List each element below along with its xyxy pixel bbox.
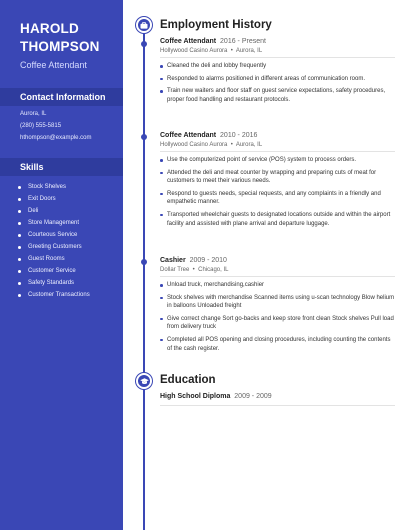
bullet-item: Attended the deli and meat counter by wrapping and preparing cuts of meat for customers to meet their various needs. bbox=[160, 169, 396, 186]
skill-item bbox=[18, 181, 90, 193]
bullet-dot bbox=[18, 210, 21, 213]
education-entry bbox=[160, 393, 272, 400]
bullet-dot bbox=[18, 282, 21, 285]
timeline-dot bbox=[141, 41, 147, 47]
job-dates: 2016 - Present bbox=[220, 38, 266, 45]
bullet-item: Cleaned the deli and lobby frequently bbox=[160, 62, 396, 71]
education-heading: Education bbox=[160, 374, 216, 386]
job-employer-line: Hollywood Casino Aurora • Aurora, IL bbox=[160, 142, 263, 148]
contact-phone: (280) 555-5815 bbox=[20, 123, 62, 129]
bullet-dot bbox=[18, 234, 21, 237]
job-employer: Hollywood Casino Aurora bbox=[160, 48, 228, 54]
skills-heading: Skills bbox=[0, 158, 123, 176]
contact-heading: Contact Information bbox=[0, 88, 123, 106]
bullet-dot bbox=[18, 222, 21, 225]
candidate-name bbox=[20, 20, 100, 56]
skill-label: Guest Rooms bbox=[28, 256, 65, 262]
job-heading bbox=[160, 132, 257, 139]
job-employer-line: Hollywood Casino Aurora • Aurora, IL bbox=[160, 48, 263, 54]
job-location: Aurora, IL bbox=[235, 142, 263, 148]
skill-label: Store Management bbox=[28, 220, 80, 226]
bullet-dot bbox=[18, 186, 21, 189]
job-employer: Dollar Tree bbox=[160, 267, 190, 273]
skill-item bbox=[18, 253, 90, 265]
timeline-rail bbox=[143, 25, 145, 530]
bullet-dot bbox=[18, 246, 21, 249]
skill-item bbox=[18, 229, 90, 241]
skill-item bbox=[18, 205, 90, 217]
job-employer: Hollywood Casino Aurora bbox=[160, 142, 228, 148]
skill-label: Stock Shelves bbox=[28, 184, 67, 190]
bullet-item: Unload truck, merchandising,cashier bbox=[160, 281, 396, 290]
divider bbox=[160, 276, 395, 277]
skills-list bbox=[18, 181, 90, 301]
skill-item bbox=[18, 193, 90, 205]
bullet-item: Responded to alarms positioned in different areas of communication room. bbox=[160, 75, 396, 84]
job-role: Coffee Attendant bbox=[160, 132, 217, 139]
skill-label: Safety Standards bbox=[28, 280, 75, 286]
sidebar bbox=[0, 0, 123, 530]
skill-item bbox=[18, 241, 90, 253]
bullet-item: Use the computerized point of service (POS) system to process orders. bbox=[160, 156, 396, 165]
contact-location: Aurora, IL bbox=[20, 111, 47, 117]
bullet-item: Train new waiters and floor staff on guest service expectations, safety procedures, proper food handling and restaurant protocols. bbox=[160, 87, 396, 104]
skill-label: Exit Doors bbox=[28, 196, 56, 202]
divider bbox=[160, 151, 395, 152]
bullet-dot bbox=[18, 294, 21, 297]
timeline-dot bbox=[141, 134, 147, 140]
job-dates: 2009 - 2010 bbox=[189, 257, 227, 264]
bullet-dot bbox=[18, 198, 21, 201]
job-bullets bbox=[160, 62, 396, 104]
skill-item bbox=[18, 277, 90, 289]
skill-label: Greeting Customers bbox=[28, 244, 82, 250]
skill-label: Customer Transactions bbox=[28, 292, 90, 298]
employment-heading: Employment History bbox=[160, 19, 272, 31]
bullet-item: Give correct change Sort go-backs and keep store front clean Stock shelves Pull load from delivery truck bbox=[160, 315, 396, 332]
bullet-item: Transported wheelchair guests to designated locations outside and within the airport facility and assisted with plane arrival and departure luggage. bbox=[160, 211, 396, 228]
name-first: HAROLD bbox=[20, 21, 79, 36]
skill-item bbox=[18, 265, 90, 277]
degree-dates: 2009 - 2009 bbox=[234, 393, 272, 400]
job-heading bbox=[160, 38, 266, 45]
job-role: Cashier bbox=[160, 257, 186, 264]
skill-label: Customer Service bbox=[28, 268, 76, 274]
job-dates: 2010 - 2016 bbox=[220, 132, 258, 139]
bullet-item: Completed all POS opening and closing procedures, including counting the contents of the cash register. bbox=[160, 336, 396, 353]
briefcase-icon bbox=[136, 17, 152, 33]
divider bbox=[160, 405, 395, 406]
job-location: Chicago, IL bbox=[198, 267, 229, 273]
timeline-dot bbox=[141, 259, 147, 265]
job-employer-line: Dollar Tree • Chicago, IL bbox=[160, 267, 229, 273]
job-title: Coffee Attendant bbox=[20, 60, 87, 70]
bullet-item: Respond to guests needs, special requests, and any complaints in a friendly and empathetic manner. bbox=[160, 190, 396, 207]
contact-email[interactable]: hthompson@example.com bbox=[20, 135, 92, 141]
skill-label: Courteous Service bbox=[28, 232, 78, 238]
skill-item bbox=[18, 217, 90, 229]
divider bbox=[160, 57, 395, 58]
name-last: THOMPSON bbox=[20, 39, 100, 54]
bullet-dot bbox=[18, 258, 21, 261]
job-heading bbox=[160, 257, 227, 264]
bullet-item: Stock shelves with merchandise Scanned items using u-scan technology Blow helium in balloons Unloaded freight bbox=[160, 294, 396, 311]
degree-name: High School Diploma bbox=[160, 393, 231, 400]
job-role: Coffee Attendant bbox=[160, 38, 217, 45]
bullet-dot bbox=[18, 270, 21, 273]
graduation-cap-icon bbox=[136, 373, 152, 389]
job-location: Aurora, IL bbox=[235, 48, 263, 54]
skill-item bbox=[18, 289, 90, 301]
job-bullets bbox=[160, 281, 396, 353]
job-bullets bbox=[160, 156, 396, 228]
skill-label: Deli bbox=[28, 208, 39, 214]
